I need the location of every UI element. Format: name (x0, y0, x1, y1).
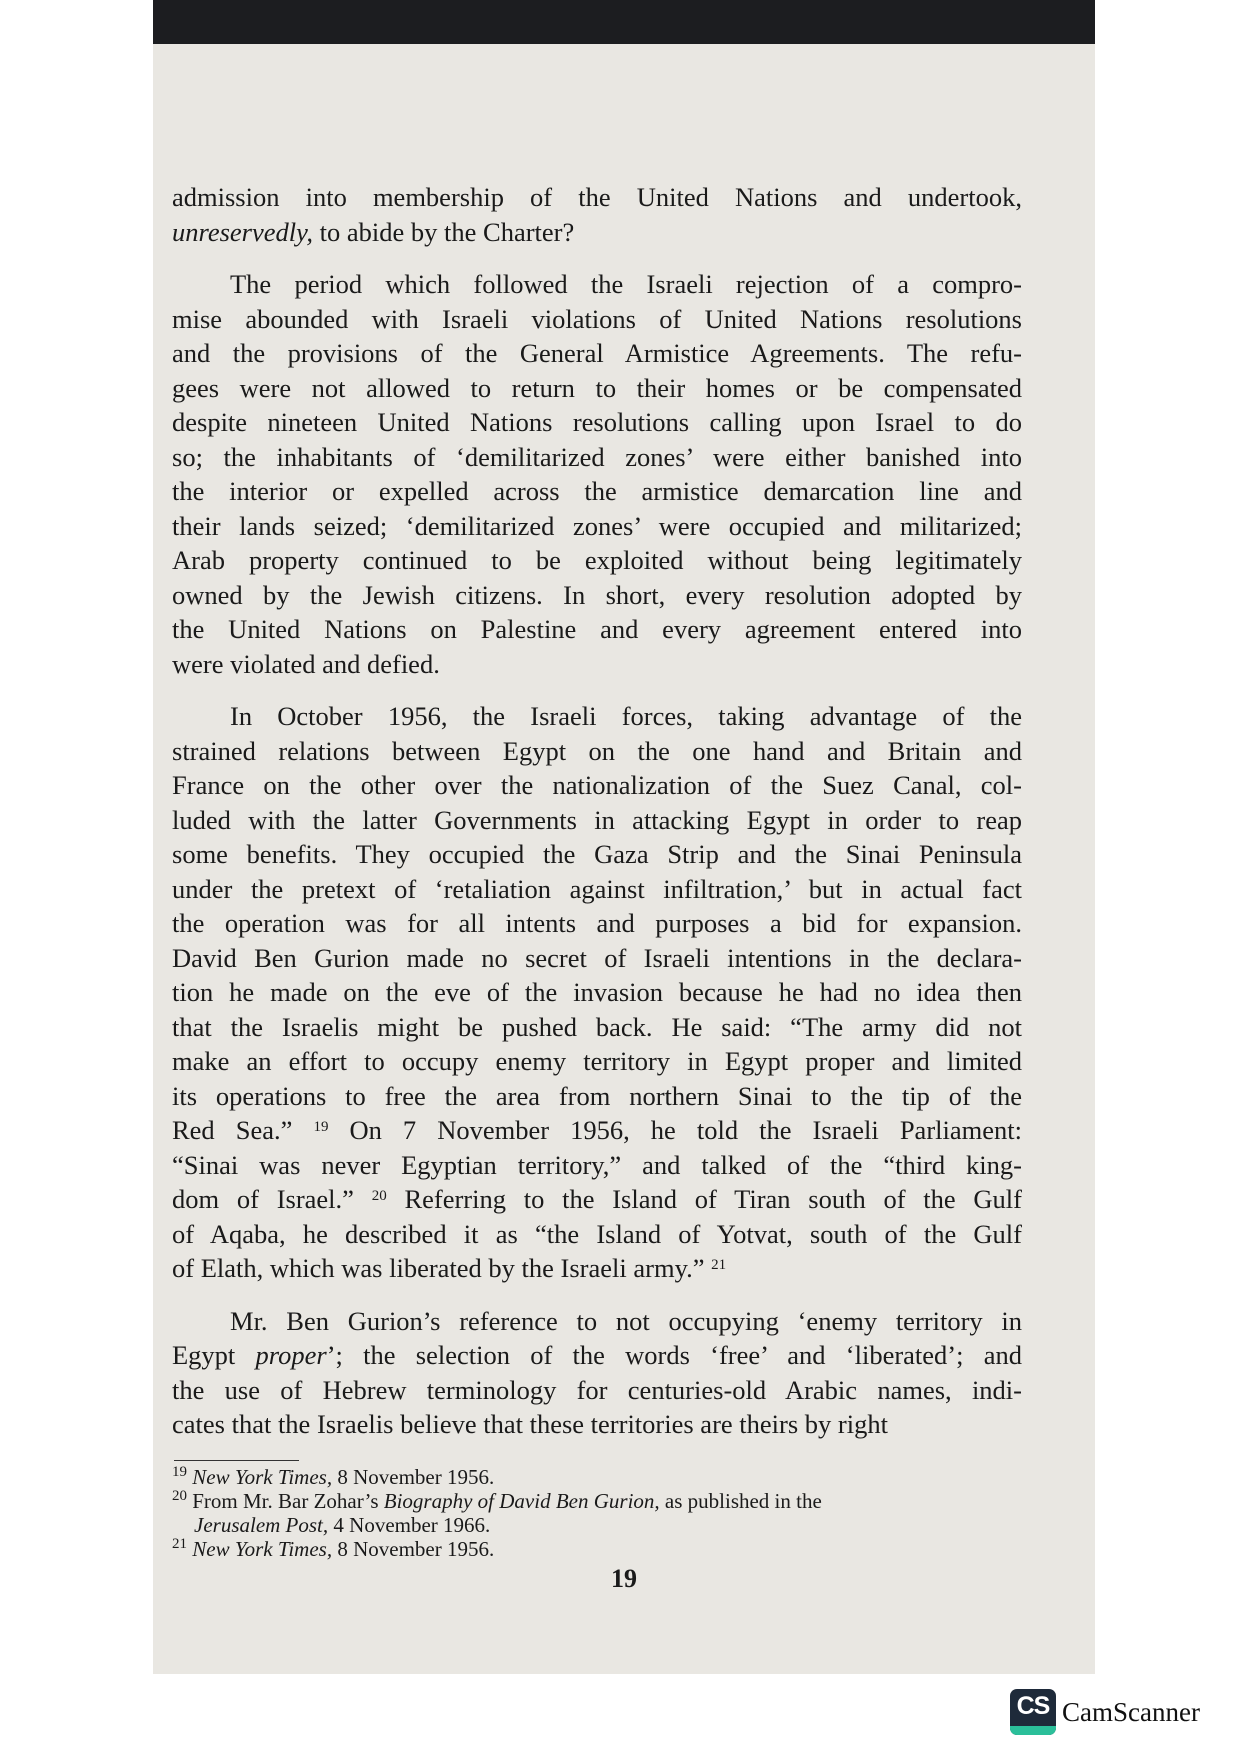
text-line (172, 215, 1022, 250)
footnote-number: 21 (172, 1535, 187, 1552)
footnote-line (172, 1465, 1022, 1489)
footnote-divider (174, 1460, 299, 1461)
footnote-reference: 19 (313, 1119, 329, 1135)
text-line: David Ben Gurion made no secret of Israeli intentions in the declara- (172, 942, 1022, 973)
text-segment: From Mr. Bar Zohar’s (192, 1488, 384, 1513)
page-number: 19 (611, 1564, 637, 1593)
text-line: were violated and defied. (172, 648, 440, 679)
text-segment: New York Times, (192, 1464, 333, 1489)
text-line: tion he made on the eve of the invasion because he had no idea then (172, 977, 1022, 1007)
text-segment: 8 November 1956. (332, 1464, 495, 1489)
text-line: Arab property continued to be exploited without being legitimately (172, 545, 1022, 575)
text-line: despite nineteen United Nations resolutions calling upon Israel to do (172, 407, 1022, 437)
text-line: admission into membership of the United Nations and undertook, (172, 182, 1022, 212)
text-segment: Egypt (172, 1340, 256, 1370)
paragraph (172, 267, 1022, 681)
footnote-line (172, 1513, 1022, 1537)
text-segment: of Elath, which was liberated by the Israeli army.” (172, 1253, 712, 1283)
text-segment: proper (255, 1340, 327, 1370)
text-line: the operation was for all intents and purposes a bid for expansion. (172, 908, 1022, 938)
text-line: their lands seized; ‘demilitarized zones’ were occupied and militarized; (172, 510, 1022, 541)
text-line (172, 1113, 1022, 1148)
footnote-reference: 21 (711, 1257, 727, 1273)
text-line: “Sinai was never Egyptian territory,” and talked of the “third king- (172, 1149, 1022, 1180)
camscanner-brand: CamScanner (1062, 1696, 1200, 1727)
text-line: that the Israelis might be pushed back. He said: “The army did not (172, 1011, 1022, 1042)
text-segment: 4 November 1966. (328, 1512, 491, 1537)
text-segment: Jerusalem Post, (194, 1512, 329, 1537)
footnotes (172, 1465, 1022, 1561)
text-line: the interior or expelled across the armistice demarcation line and (172, 476, 1022, 506)
text-segment: 8 November 1956. (332, 1536, 495, 1561)
text-line: cates that the Israelis believe that these territories are theirs by right (172, 1409, 888, 1439)
text-line: In October 1956, the Israeli forces, taking advantage of the (230, 701, 1022, 731)
text-line: gees were not allowed to return to their homes or be compensated (172, 372, 1022, 403)
text-segment: unreservedly, (172, 216, 314, 247)
footnote (172, 1489, 1022, 1537)
text-segment: ’; the selection of the words ‘free’ and ‘liberated’; and (326, 1340, 1022, 1370)
text-segment: Referring to the Island of Tiran south of the Gulf (386, 1184, 1022, 1214)
text-line (172, 1251, 1022, 1286)
footnote (172, 1537, 1022, 1561)
text-segment: dom of Israel.” (172, 1184, 372, 1214)
text-line: so; the inhabitants of ‘demilitarized zones’ were either banished into (172, 441, 1022, 472)
text-segment: Biography of David Ben Gurion, (383, 1488, 660, 1513)
text-line (172, 1338, 1022, 1373)
text-line: its operations to free the area from northern Sinai to the tip of the (172, 1080, 1022, 1111)
text-line: some benefits. They occupied the Gaza Strip and the Sinai Peninsula (172, 839, 1022, 869)
paragraph (172, 1304, 1022, 1442)
footnote-number: 19 (172, 1463, 187, 1480)
text-line: The period which followed the Israeli rejection of a compro- (230, 269, 1022, 299)
camscanner-watermark (1010, 1689, 1200, 1735)
footnote (172, 1465, 1022, 1489)
footnote-reference: 20 (371, 1188, 387, 1204)
text-line: the United Nations on Palestine and every agreement entered into (172, 614, 1022, 644)
paragraph (172, 699, 1022, 1286)
text-segment: Red Sea.” (172, 1115, 314, 1145)
text-line: France on the other over the nationalization of the Suez Canal, col- (172, 770, 1022, 800)
text-line: mise abounded with Israeli violations of United Nations resolutions (172, 303, 1022, 334)
text-line: Mr. Ben Gurion’s reference to not occupying ‘enemy territory in (230, 1305, 1022, 1336)
text-line: of Aqaba, he described it as “the Island of Yotvat, south of the Gulf (172, 1218, 1022, 1249)
text-line: under the pretext of ‘retaliation against infiltration,’ but in actual fact (172, 873, 1022, 904)
text-segment: as published in the (659, 1488, 822, 1513)
text-line: owned by the Jewish citizens. In short, every resolution adopted by (172, 579, 1022, 610)
text-segment: New York Times, (192, 1536, 333, 1561)
text-segment: to abide by the Charter? (313, 216, 575, 247)
text-line: and the provisions of the General Armistice Agreements. The refu- (172, 338, 1022, 368)
text-line (172, 1182, 1022, 1217)
paragraph (172, 180, 1022, 249)
text-segment: On 7 November 1956, he told the Israeli Parliament: (328, 1115, 1022, 1145)
footnote-line (172, 1537, 1022, 1561)
text-line: strained relations between Egypt on the one hand and Britain and (172, 735, 1022, 766)
camscanner-logo-icon: CS (1010, 1689, 1056, 1735)
text-line: make an effort to occupy enemy territory in Egypt proper and limited (172, 1046, 1022, 1076)
body-text (172, 180, 1022, 1561)
scan-top-shadow (153, 0, 1095, 44)
paragraphs (172, 180, 1022, 1442)
text-line: luded with the latter Governments in attacking Egypt in order to reap (172, 804, 1022, 835)
text-line: the use of Hebrew terminology for centuries-old Arabic names, indi- (172, 1374, 1022, 1405)
footnote-number: 20 (172, 1487, 187, 1504)
footnote-line (172, 1489, 1022, 1513)
